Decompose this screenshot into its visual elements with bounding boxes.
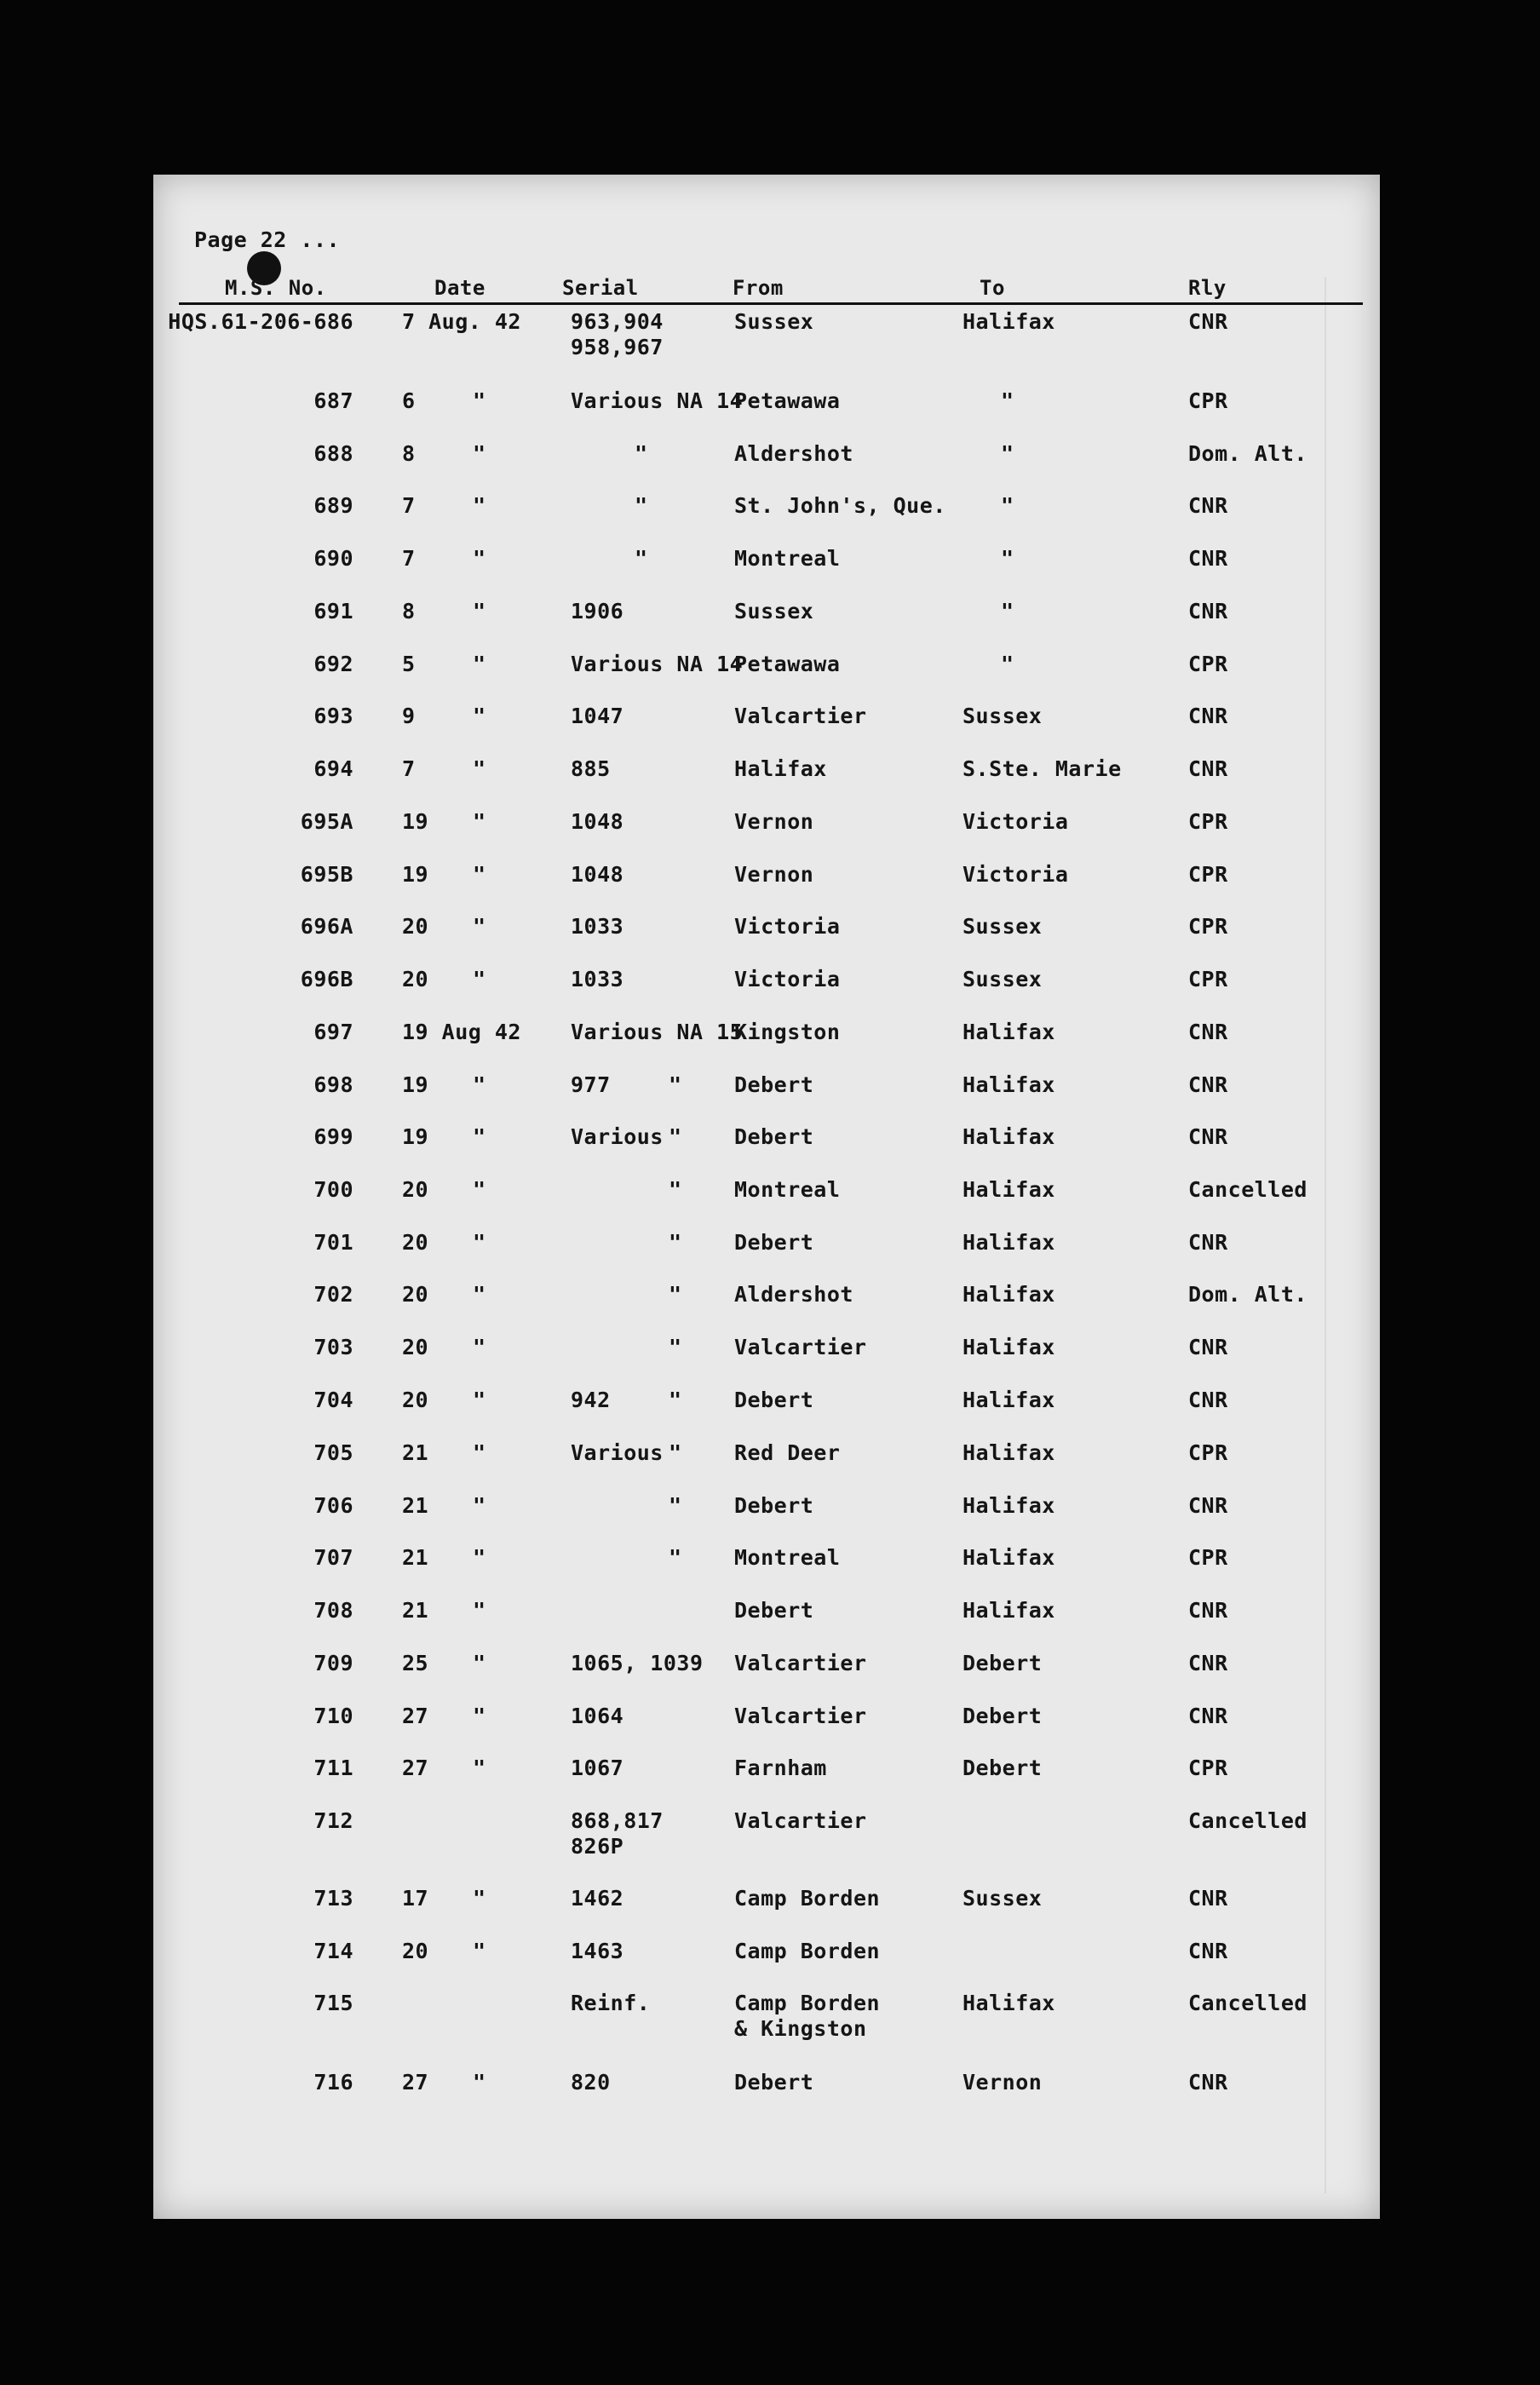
cell-rly: CPR — [1188, 967, 1228, 991]
cell-serial-ditto: " — [669, 1493, 682, 1518]
cell-ditto: " — [473, 1704, 486, 1728]
cell-to: Halifax — [962, 1388, 1055, 1412]
cell-serial: " — [635, 546, 648, 571]
cell-ms-no: 703 — [313, 1335, 353, 1359]
cell-ms-no: 705 — [313, 1440, 353, 1465]
cell-to: " — [1001, 388, 1014, 413]
cell-to: Halifax — [962, 1545, 1055, 1570]
cell-date: 27 — [402, 2070, 429, 2095]
cell-from: Red Deer — [734, 1440, 841, 1465]
cell-ms-no: HQS.61-206-686 — [168, 309, 353, 334]
cell-date: 7 — [402, 546, 416, 571]
cell-to: Halifax — [962, 1124, 1055, 1149]
cell-rly: Dom. Alt. — [1188, 441, 1307, 466]
cell-ditto: " — [473, 2070, 486, 2095]
cell-ms-no: 716 — [313, 2070, 353, 2095]
cell-to: Halifax — [962, 1020, 1055, 1044]
cell-ditto: " — [473, 1598, 486, 1623]
cell-date: 21 — [402, 1493, 429, 1518]
cell-date: 20 — [402, 914, 429, 939]
cell-ditto: " — [473, 652, 486, 676]
cell-from: Debert — [734, 1124, 814, 1149]
cell-serial: 1463 — [571, 1939, 624, 1963]
cell-date: 20 — [402, 1388, 429, 1412]
cell-from: Aldershot — [734, 1282, 853, 1307]
cell-to: Sussex — [962, 704, 1043, 728]
cell-serial-ditto: " — [669, 1177, 682, 1202]
cell-date: 6 — [402, 388, 416, 413]
cell-from: Kingston — [734, 1020, 841, 1044]
cell-date: 7 — [402, 493, 416, 518]
cell-rly: CNR — [1188, 1886, 1228, 1911]
cell-ditto: " — [473, 1939, 486, 1963]
cell-to: Halifax — [962, 1598, 1055, 1623]
cell-to: Halifax — [962, 1335, 1055, 1359]
cell-date: 21 — [402, 1545, 429, 1570]
cell-ditto: " — [473, 493, 486, 518]
cell-ditto: " — [473, 914, 486, 939]
cell-date: 17 — [402, 1886, 429, 1911]
cell-to: Halifax — [962, 1282, 1055, 1307]
cell-from: Halifax — [734, 756, 827, 781]
cell-date: 8 — [402, 441, 416, 466]
cell-date: 19 — [402, 809, 429, 834]
cell-rly: CPR — [1188, 1545, 1228, 1570]
cell-serial: Various — [571, 1440, 664, 1465]
document-page — [153, 175, 1380, 2219]
cell-date: 21 — [402, 1440, 429, 1465]
cell-rly: CPR — [1188, 914, 1228, 939]
cell-ms-no: 713 — [313, 1886, 353, 1911]
cell-to: Victoria — [962, 862, 1069, 887]
cell-from: Camp Borden — [734, 1886, 881, 1911]
cell-date: 19 — [402, 1072, 429, 1097]
cell-ms-no: 689 — [313, 493, 353, 518]
cell-rly: CNR — [1188, 1230, 1228, 1255]
cell-ditto: " — [473, 1388, 486, 1412]
cell-serial: " — [635, 493, 648, 518]
cell-date: 19 — [402, 862, 429, 887]
cell-rly: CNR — [1188, 1388, 1228, 1412]
cell-ms-no: 693 — [313, 704, 353, 728]
cell-ms-no: 691 — [313, 599, 353, 624]
cell-from: Vernon — [734, 862, 814, 887]
cell-date: 19 — [402, 1124, 429, 1149]
cell-rly: CNR — [1188, 546, 1228, 571]
cell-serial: 1462 — [571, 1886, 624, 1911]
cell-ms-no: 707 — [313, 1545, 353, 1570]
cell-serial: Various — [571, 1124, 664, 1149]
cell-to: Halifax — [962, 1230, 1055, 1255]
cell-from: Valcartier — [734, 1335, 867, 1359]
cell-rly: CNR — [1188, 704, 1228, 728]
cell-ditto: " — [473, 704, 486, 728]
cell-from: Valcartier — [734, 1651, 867, 1675]
cell-from: Camp Borden — [734, 1939, 881, 1963]
cell-serial-ditto: " — [669, 1282, 682, 1307]
cell-to: Halifax — [962, 1072, 1055, 1097]
cell-rly: CNR — [1188, 1598, 1228, 1623]
cell-to: " — [1001, 441, 1014, 466]
cell-to: Sussex — [962, 914, 1043, 939]
cell-rly: Dom. Alt. — [1188, 1282, 1307, 1307]
cell-rly: CNR — [1188, 1020, 1228, 1044]
cell-ms-no: 697 — [313, 1020, 353, 1044]
cell-serial: 820 — [571, 2070, 611, 2095]
cell-ms-no: 699 — [313, 1124, 353, 1149]
cell-serial-ditto: " — [669, 1124, 682, 1149]
cell-ditto: " — [473, 599, 486, 624]
cell-to: Victoria — [962, 809, 1069, 834]
cell-ms-no: 710 — [313, 1704, 353, 1728]
cell-from: Valcartier — [734, 1704, 867, 1728]
cell-serial: 977 — [571, 1072, 611, 1097]
cell-serial: Various NA 14 — [571, 652, 744, 676]
cell-ms-no: 694 — [313, 756, 353, 781]
cell-rly: Cancelled — [1188, 1991, 1307, 2015]
cell-from: Sussex — [734, 599, 814, 624]
cell-date: 20 — [402, 967, 429, 991]
cell-ditto: " — [473, 1756, 486, 1780]
cell-from: Debert — [734, 1598, 814, 1623]
cell-from: Debert — [734, 2070, 814, 2095]
header-date: Date — [434, 276, 486, 300]
cell-ms-no: 692 — [313, 652, 353, 676]
cell-ditto: " — [473, 1282, 486, 1307]
cell-from: Debert — [734, 1230, 814, 1255]
cell-serial-ditto: " — [669, 1230, 682, 1255]
cell-to: " — [1001, 493, 1014, 518]
cell-serial-ditto: " — [669, 1440, 682, 1465]
cell-rly: Cancelled — [1188, 1177, 1307, 1202]
cell-ms-no: 690 — [313, 546, 353, 571]
cell-serial: 1047 — [571, 704, 624, 728]
cell-ms-no: 695A — [300, 809, 353, 834]
cell-rly: Cancelled — [1188, 1808, 1307, 1833]
header-serial: Serial — [562, 276, 639, 300]
cell-serial: 1048 — [571, 809, 624, 834]
cell-date: 20 — [402, 1335, 429, 1359]
cell-rly: CNR — [1188, 599, 1228, 624]
cell-rly: CNR — [1188, 1072, 1228, 1097]
cell-to: S.Ste. Marie — [962, 756, 1122, 781]
cell-from: St. John's, Que. — [734, 493, 946, 518]
cell-from: Petawawa — [734, 388, 841, 413]
cell-ditto: " — [473, 1072, 486, 1097]
cell-from: Montreal — [734, 546, 841, 571]
cell-rly: CNR — [1188, 1939, 1228, 1963]
cell-rly: CNR — [1188, 1651, 1228, 1675]
cell-serial: 885 — [571, 756, 611, 781]
cell-rly: CNR — [1188, 1493, 1228, 1518]
cell-from: Valcartier — [734, 704, 867, 728]
cell-ditto: " — [473, 756, 486, 781]
cell-date: 7 — [402, 756, 416, 781]
cell-ms-no: 700 — [313, 1177, 353, 1202]
cell-to: Sussex — [962, 1886, 1043, 1911]
cell-to: Halifax — [962, 1177, 1055, 1202]
cell-to: " — [1001, 546, 1014, 571]
cell-from: Vernon — [734, 809, 814, 834]
cell-date: 20 — [402, 1939, 429, 1963]
cell-rly: CNR — [1188, 1335, 1228, 1359]
header-rule — [179, 302, 1363, 305]
cell-ditto: " — [473, 388, 486, 413]
cell-serial: 1033 — [571, 914, 624, 939]
cell-ms-no: 701 — [313, 1230, 353, 1255]
cell-serial-ditto: " — [669, 1545, 682, 1570]
cell-ditto: " — [473, 809, 486, 834]
cell-rly: CPR — [1188, 809, 1228, 834]
cell-rly: CPR — [1188, 652, 1228, 676]
cell-serial: 963,904 958,967 — [571, 309, 664, 359]
page-shadow — [1325, 277, 1326, 2193]
cell-ditto: " — [473, 441, 486, 466]
cell-from: Farnham — [734, 1756, 827, 1780]
cell-serial: 1033 — [571, 967, 624, 991]
cell-ms-no: 696A — [300, 914, 353, 939]
cell-ms-no: 708 — [313, 1598, 353, 1623]
cell-ditto: " — [473, 546, 486, 571]
cell-ms-no: 687 — [313, 388, 353, 413]
cell-rly: CPR — [1188, 1756, 1228, 1780]
cell-from: Victoria — [734, 914, 841, 939]
cell-serial-ditto: " — [669, 1335, 682, 1359]
cell-serial: 1906 — [571, 599, 624, 624]
cell-serial-ditto: " — [669, 1072, 682, 1097]
cell-date: 20 — [402, 1282, 429, 1307]
cell-date: 20 — [402, 1230, 429, 1255]
cell-rly: CPR — [1188, 862, 1228, 887]
cell-ditto: " — [473, 1493, 486, 1518]
cell-date: 8 — [402, 599, 416, 624]
cell-from: Aldershot — [734, 441, 853, 466]
cell-from: Montreal — [734, 1177, 841, 1202]
cell-rly: CNR — [1188, 1704, 1228, 1728]
cell-ms-no: 688 — [313, 441, 353, 466]
header-from: From — [733, 276, 784, 300]
cell-from: Victoria — [734, 967, 841, 991]
cell-rly: CPR — [1188, 388, 1228, 413]
cell-from: Debert — [734, 1072, 814, 1097]
cell-rly: CNR — [1188, 309, 1228, 334]
cell-serial: 1064 — [571, 1704, 624, 1728]
header-to: To — [980, 276, 1005, 300]
cell-serial: Reinf. — [571, 1991, 651, 2015]
cell-to: Sussex — [962, 967, 1043, 991]
cell-date: 20 — [402, 1177, 429, 1202]
cell-to: Debert — [962, 1651, 1043, 1675]
cell-date: 9 — [402, 704, 416, 728]
cell-ms-no: 709 — [313, 1651, 353, 1675]
page-label: Page 22 ... — [194, 227, 341, 252]
cell-serial: 868,817 826P — [571, 1808, 664, 1859]
cell-serial: 1067 — [571, 1756, 624, 1780]
cell-ditto: " — [473, 1124, 486, 1149]
cell-to: Halifax — [962, 309, 1055, 334]
cell-rly: CNR — [1188, 2070, 1228, 2095]
cell-from: Sussex — [734, 309, 814, 334]
cell-from: Valcartier — [734, 1808, 867, 1833]
cell-from: Debert — [734, 1493, 814, 1518]
cell-ms-no: 698 — [313, 1072, 353, 1097]
cell-to: Vernon — [962, 2070, 1043, 2095]
cell-ditto: " — [473, 1177, 486, 1202]
cell-ditto: " — [473, 1335, 486, 1359]
cell-to: Halifax — [962, 1991, 1055, 2015]
cell-date: 5 — [402, 652, 416, 676]
cell-serial: 1065, 1039 — [571, 1651, 704, 1675]
cell-ditto: " — [473, 967, 486, 991]
cell-serial-ditto: " — [669, 1388, 682, 1412]
cell-ditto: " — [473, 862, 486, 887]
cell-ms-no: 702 — [313, 1282, 353, 1307]
header-ms-no: M.S. No. — [225, 276, 327, 300]
cell-serial: 1048 — [571, 862, 624, 887]
cell-ditto: " — [473, 1886, 486, 1911]
cell-date: 27 — [402, 1756, 429, 1780]
cell-ms-no: 706 — [313, 1493, 353, 1518]
cell-ms-no: 695B — [300, 862, 353, 887]
cell-date: 7 Aug. 42 — [402, 309, 521, 334]
cell-ms-no: 704 — [313, 1388, 353, 1412]
cell-to: " — [1001, 652, 1014, 676]
cell-from: Camp Borden & Kingston — [734, 1991, 881, 2041]
cell-rly: CNR — [1188, 756, 1228, 781]
cell-ditto: " — [473, 1230, 486, 1255]
cell-serial: Various NA 15 — [571, 1020, 744, 1044]
cell-from: Montreal — [734, 1545, 841, 1570]
cell-serial: Various NA 14 — [571, 388, 744, 413]
cell-ditto: " — [473, 1440, 486, 1465]
cell-ms-no: 712 — [313, 1808, 353, 1833]
cell-date: 27 — [402, 1704, 429, 1728]
cell-rly: CNR — [1188, 493, 1228, 518]
cell-date: 19 Aug 42 — [402, 1020, 521, 1044]
cell-to: " — [1001, 599, 1014, 624]
cell-rly: CPR — [1188, 1440, 1228, 1465]
cell-ms-no: 711 — [313, 1756, 353, 1780]
cell-to: Halifax — [962, 1440, 1055, 1465]
cell-ditto: " — [473, 1651, 486, 1675]
header-rly: Rly — [1188, 276, 1227, 300]
cell-serial: 942 — [571, 1388, 611, 1412]
cell-ditto: " — [473, 1545, 486, 1570]
cell-serial: " — [635, 441, 648, 466]
cell-rly: CNR — [1188, 1124, 1228, 1149]
cell-ms-no: 714 — [313, 1939, 353, 1963]
cell-to: Halifax — [962, 1493, 1055, 1518]
cell-to: Debert — [962, 1704, 1043, 1728]
cell-date: 21 — [402, 1598, 429, 1623]
cell-from: Petawawa — [734, 652, 841, 676]
cell-to: Debert — [962, 1756, 1043, 1780]
cell-ms-no: 715 — [313, 1991, 353, 2015]
cell-date: 25 — [402, 1651, 429, 1675]
cell-ms-no: 696B — [300, 967, 353, 991]
cell-from: Debert — [734, 1388, 814, 1412]
